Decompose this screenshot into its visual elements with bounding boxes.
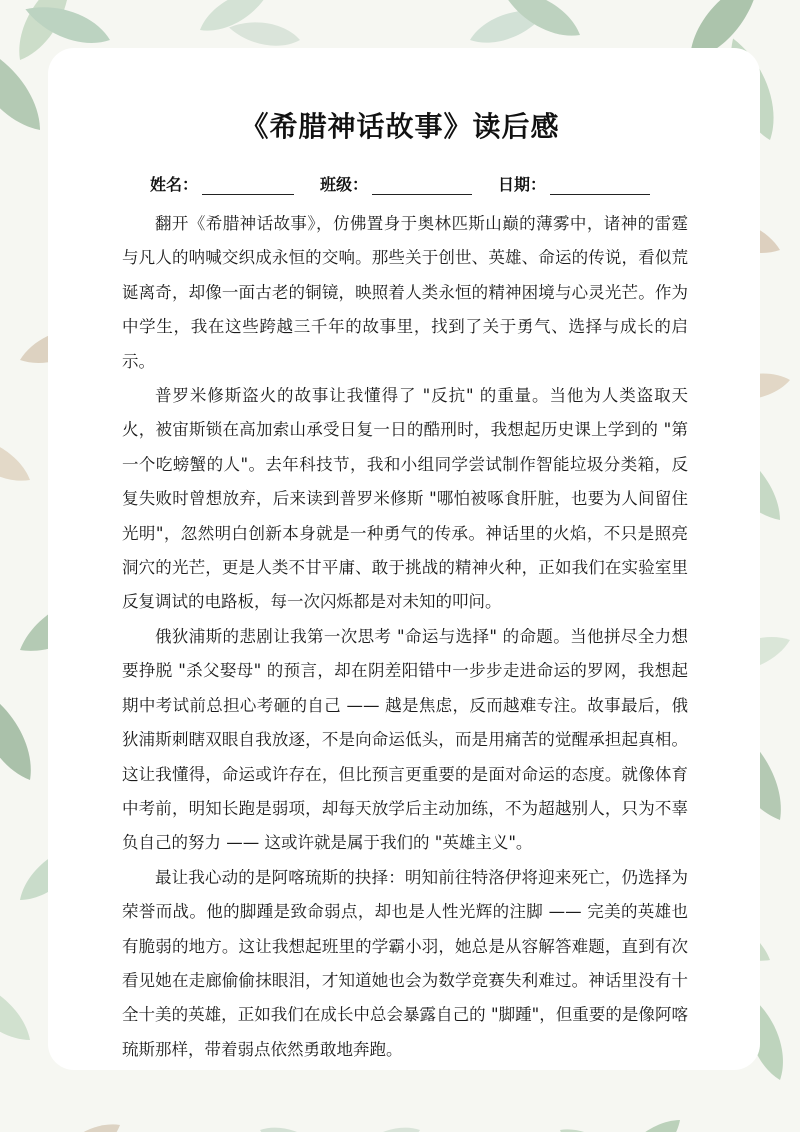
page-title: 《希腊神话故事》读后感: [240, 110, 560, 143]
paragraph: 翻开《希腊神话故事》，仿佛置身于奥林匹斯山巅的薄雾中，诸神的雷霆与凡人的呐喊交织成永恒的交响。那些关于创世、英雄、命运的传说，看似荒诞离奇，却像一面古老的铜镜，映照着人类永恒的精神困境与心灵光芒。作为中学生，我在这些跨越三千年的故事里，找到了关于勇气、选择与成长的启示。: [122, 214, 688, 371]
date-blank-line[interactable]: [550, 178, 650, 195]
name-blank-line[interactable]: [202, 178, 294, 195]
name-field[interactable]: [150, 172, 294, 195]
class-field[interactable]: [320, 172, 472, 195]
paragraph: 俄狄浦斯的悲剧让我第一次思考 "命运与选择" 的命题。当他拼尽全力想要挣脱 "杀父娶母" 的预言，却在阴差阳错中一步步走进命运的罗网，我想起期中考试前总担心考砸的自己 —— 越是焦虑，反而越难专注。故事最后，俄狄浦斯刺瞎双眼自我放逐，不是向命运低头，而是用痛苦的觉醒承担起真相。这让我懂得，命运或许存在，但比预言更重要的是面对命运的态度。就像体育中考前，明知长跑是弱项，却每天放学后主动加练，不为超越别人，只为不辜负自己的努力 —— 这或许就是属于我们的 "英雄主义"。: [122, 626, 688, 853]
paragraph: 普罗米修斯盗火的故事让我懂得了 "反抗" 的重量。当他为人类盗取天火，被宙斯锁在高加索山承受日复一日的酷刑时，我想起历史课上学到的 "第一个吃螃蟹的人"。去年科技节，我和小组同学尝试制作智能垃圾分类箱，反复失败时曾想放弃，后来读到普罗米修斯 "哪怕被啄食肝脏，也要为人间留住光明"，忽然明白创新本身就是一种勇气的传承。神话里的火焰，不只是照亮洞穴的光芒，更是人类不甘平庸、敢于挑战的精神火种，正如我们在实验室里反复调试的电路板，每一次闪烁都是对未知的叩问。: [122, 386, 688, 612]
paragraph: 最让我心动的是阿喀琉斯的抉择：明知前往特洛伊将迎来死亡，仍选择为荣誉而战。他的脚踵是致命弱点，却也是人性光辉的注脚 —— 完美的英雄也有脆弱的地方。这让我想起班里的学霸小羽，她总是从容解答难题，直到有次看见她在走廊偷偷抹眼泪，才知道她也会为数学竞赛失利难过。神话里没有十全十美的英雄，正如我们在成长中总会暴露自己的 "脚踵"，但重要的是像阿喀琉斯那样，带着弱点依然勇敢地奔跑。: [122, 867, 688, 1059]
class-blank-line[interactable]: [372, 178, 472, 195]
name-label: 姓名：: [149, 175, 198, 194]
date-field[interactable]: [498, 172, 650, 195]
student-info-row: [0, 172, 800, 195]
date-label: 日期：: [498, 175, 547, 194]
essay-body: [122, 207, 688, 1067]
class-label: 班级：: [319, 175, 368, 194]
